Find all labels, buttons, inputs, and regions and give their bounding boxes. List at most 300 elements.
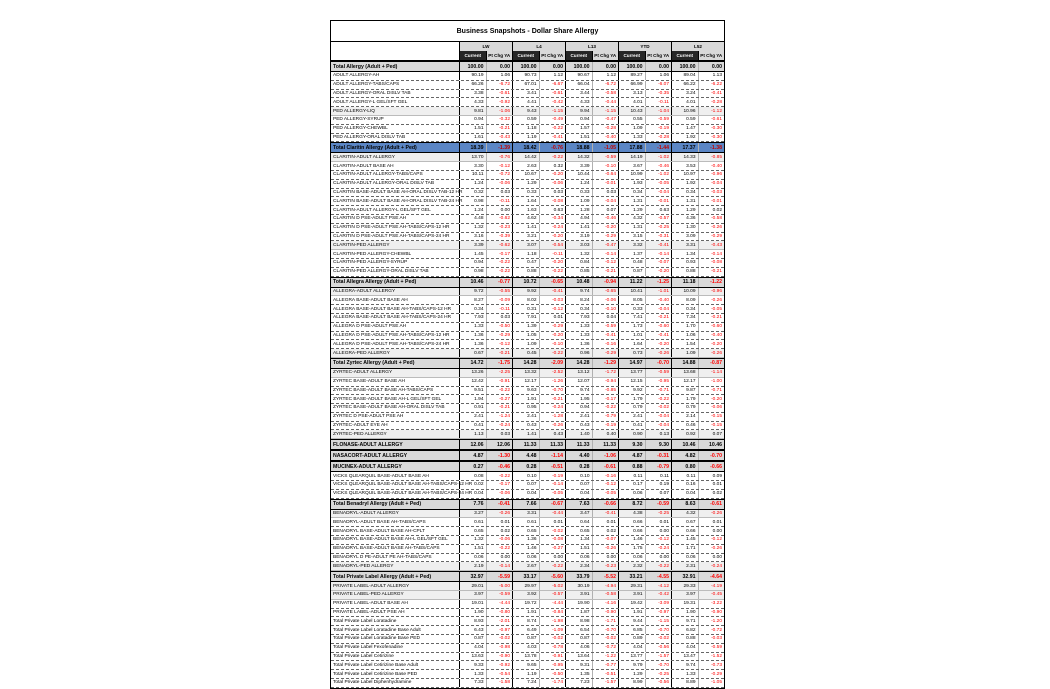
cell-l13-current: 2.41 [565,413,592,421]
cell-l52-ptchgya: 0.01 [698,518,725,526]
cell-l13-ptchgya: -4.94 [592,582,619,590]
cell-ytd-ptchgya: -0.01 [645,197,672,205]
cell-lw-current: 0.32 [459,189,486,197]
cell-ytd-ptchgya: -4.12 [645,582,672,590]
table-row [331,369,724,378]
cell-ytd-current: 1.33 [618,134,645,142]
cell-l13-ptchgya: -0.41 [592,332,619,340]
column-group-l4: L4 [512,42,565,51]
subheader-ptchgya-lw: Pt Chg YA [486,51,513,60]
cell-l4-ptchgya: -0.27 [539,545,566,553]
cell-ytd-ptchgya: -0.02 [645,635,672,643]
cell-l4-ptchgya: -4.44 [539,600,566,608]
table-row [331,461,724,472]
cell-l52-current: 0.11 [671,472,698,480]
cell-l52-ptchgya: -0.03 [698,635,725,643]
table-row [331,430,724,439]
cell-l52-current: 4.32 [671,510,698,518]
cell-lw-current: 10.46 [459,278,486,287]
cell-l13-ptchgya: -0.04 [592,197,619,205]
row-label: ALLEGRA D PSE-ADULT PSE AH [333,324,407,330]
cell-lw-current: 4.87 [459,451,486,460]
cell-l4-ptchgya: -0.42 [539,98,566,106]
table-row [331,142,724,153]
cell-l4-current: 67.01 [512,81,539,89]
cell-l13-ptchgya: -0.90 [592,609,619,617]
cell-l52-current: 3.53 [671,162,698,170]
cell-ytd-current: 1.93 [618,180,645,188]
table-row [331,450,724,461]
cell-ytd-current: 7.41 [618,314,645,322]
table-row [331,134,724,143]
cell-l52-ptchgya: -0.21 [698,268,725,276]
cell-lw-ptchgya: -0.50 [486,323,513,331]
row-label: BENADRYL-ADULT ALLERGY [333,511,399,517]
cell-l4-current: 1.91 [512,395,539,403]
cell-l13-current: 1.24 [565,180,592,188]
cell-ytd-current: 6.85 [618,626,645,634]
cell-lw-ptchgya: -0.22 [486,472,513,480]
cell-lw-current: 3.97 [459,591,486,599]
cell-l52-ptchgya: -0.60 [698,323,725,331]
cell-l13-current: 0.84 [565,259,592,267]
cell-l52-current: 0.66 [671,527,698,535]
cell-ytd-ptchgya: 9.30 [645,440,672,449]
table-row [331,626,724,635]
cell-l13-current: 1.51 [565,134,592,142]
cell-lw-ptchgya: -0.21 [486,349,513,357]
cell-ytd-current: 0.48 [618,259,645,267]
cell-l4-ptchgya: 0.01 [539,518,566,526]
cell-l4-ptchgya: -0.34 [539,215,566,223]
cell-l13-ptchgya: -0.22 [592,404,619,412]
cell-ytd-current: 66.99 [618,81,645,89]
table-row [331,679,724,688]
cell-l4-ptchgya: -0.78 [539,644,566,652]
cell-ytd-current: 8.05 [618,296,645,304]
cell-l52-current: 1.47 [671,125,698,133]
cell-l13-current: 1.40 [565,430,592,438]
cell-ytd-current: 3.15 [618,233,645,241]
cell-ytd-ptchgya: -0.79 [645,462,672,471]
table-row [331,206,724,215]
cell-l4-current: 0.95 [512,404,539,412]
table-row [331,241,724,250]
cell-ytd-ptchgya: -1.02 [645,171,672,179]
cell-ytd-current: 0.55 [618,116,645,124]
cell-lw-ptchgya: -5.00 [486,582,513,590]
cell-l13-current: 0.43 [565,422,592,430]
cell-l13-ptchgya: 0.01 [592,518,619,526]
cell-l52-ptchgya: -0.12 [698,536,725,544]
cell-lw-ptchgya: -0.92 [486,98,513,106]
cell-l13-current: 6.54 [565,626,592,634]
row-label: ALLEGRA BASE-ADULT BASE AH [333,297,408,303]
cell-ytd-current: 10.41 [618,288,645,296]
table-row [331,404,724,413]
cell-l13-ptchgya: -0.07 [592,536,619,544]
cell-lw-ptchgya: -0.41 [486,500,513,509]
cell-l4-current: 11.33 [512,440,539,449]
cell-l13-ptchgya: -1.29 [592,359,619,368]
cell-ytd-current: 9.79 [618,661,645,669]
cell-l13-current: 8.24 [565,296,592,304]
cell-l52-current: 9.87 [671,387,698,395]
cell-l13-current: 10.48 [565,278,592,287]
cell-l4-ptchgya: -0.20 [539,259,566,267]
cell-l4-ptchgya: -0.91 [539,653,566,661]
cell-l13-current: 0.06 [565,554,592,562]
cell-lw-current: 0.02 [459,481,486,489]
cell-l4-current: 4.48 [512,451,539,460]
cell-l4-current: 1.05 [512,332,539,340]
cell-lw-current: 3.39 [459,241,486,249]
cell-l13-ptchgya: -0.47 [592,241,619,249]
cell-ytd-current: 1.29 [618,670,645,678]
cell-l13-current: 3.19 [565,233,592,241]
table-row [331,323,724,332]
row-label: ADULT ALLERGY-ORAL DISLV TAB [333,90,411,96]
cell-l4-ptchgya: -0.57 [539,591,566,599]
cell-l4-ptchgya: -0.19 [539,472,566,480]
cell-ytd-current: 3.67 [618,162,645,170]
cell-ytd-ptchgya: 0.63 [645,206,672,214]
cell-ytd-current: 9.92 [618,387,645,395]
cell-l52-current: 3.24 [671,90,698,98]
cell-lw-ptchgya: 0.01 [486,518,513,526]
cell-lw-current: 13.70 [459,153,486,161]
cell-lw-ptchgya: 0.00 [486,554,513,562]
cell-ytd-current: 0.79 [618,404,645,412]
cell-l4-ptchgya: -0.65 [539,278,566,287]
row-label: Total Private Label Cetirizine Base Adult [333,662,419,668]
cell-l4-ptchgya: -0.02 [539,635,566,643]
cell-l4-ptchgya: -0.95 [539,661,566,669]
table-row [331,233,724,242]
table-row [331,162,724,171]
cell-l52-current: 0.34 [671,305,698,313]
cell-l52-current: 11.18 [671,278,698,287]
cell-l4-current: 3.31 [512,510,539,518]
cell-l13-current: 0.85 [565,268,592,276]
row-label: VICKS QLEARQUIL BASE-ADULT BASE AH-TABS/CAPS-12 HR [333,482,473,488]
cell-l4-ptchgya: -5.60 [539,572,566,581]
cell-l13-current: 4.94 [565,215,592,223]
table-row [331,180,724,189]
cell-l4-ptchgya: -0.29 [539,323,566,331]
cell-l52-current: 3.31 [671,241,698,249]
cell-ytd-ptchgya: -0.95 [645,378,672,386]
cell-l52-ptchgya: -1.05 [698,679,725,687]
cell-l13-current: 9.74 [565,387,592,395]
cell-ytd-ptchgya: -1.25 [645,278,672,287]
cell-l13-ptchgya: -0.58 [592,591,619,599]
cell-l4-current: 3.41 [512,90,539,98]
cell-l4-current: 13.32 [512,369,539,377]
cell-lw-current: 0.98 [459,268,486,276]
cell-l4-ptchgya: -0.26 [539,422,566,430]
cell-l52-current: 1.30 [671,224,698,232]
cell-l13-ptchgya: -0.26 [592,545,619,553]
cell-l13-current: 1.57 [565,125,592,133]
cell-l13-current: 10.44 [565,171,592,179]
cell-l4-current: 3.92 [512,591,539,599]
cell-l13-ptchgya: 0.00 [592,62,619,71]
cell-ytd-current: 0.73 [618,349,645,357]
dollar-share-allergy-report [330,20,725,689]
cell-l52-current: 14.88 [671,359,698,368]
cell-ytd-current: 9.30 [618,440,645,449]
cell-lw-ptchgya: -0.26 [486,510,513,518]
row-label: BENADRYL BASE-ADULT BASE AH-CPLT [333,528,425,534]
cell-l4-current: 0.47 [512,259,539,267]
cell-lw-current: 7.33 [459,679,486,687]
table-row [331,527,724,536]
report-table-body [331,61,724,688]
cell-lw-ptchgya: -0.22 [486,268,513,276]
cell-l52-current: 6.82 [671,626,698,634]
cell-l4-current: 90.73 [512,72,539,80]
cell-ytd-ptchgya: -6.07 [645,81,672,89]
cell-lw-current: 0.34 [459,305,486,313]
cell-l52-current: 1.09 [671,349,698,357]
cell-lw-current: 9.72 [459,288,486,296]
cell-l4-current: 14.42 [512,153,539,161]
cell-l52-current: 4.04 [671,644,698,652]
row-label: ALLEGRA BASE-ADULT BASE AH-TABS/CAPS-24 HR [333,315,452,321]
table-row [331,510,724,519]
cell-ytd-current: 0.66 [618,527,645,535]
cell-ytd-current: 11.22 [618,278,645,287]
cell-l52-ptchgya: -0.26 [698,296,725,304]
cell-l13-ptchgya: -0.66 [592,500,619,509]
cell-lw-current: 4.04 [459,644,486,652]
cell-lw-ptchgya: 0.00 [486,206,513,214]
cell-lw-current: 1.24 [459,180,486,188]
cell-l4-ptchgya: -0.41 [539,288,566,296]
cell-l4-ptchgya: -0.03 [539,296,566,304]
row-label: CLARITIN BASE-ADULT BASE AH-ORAL DISLV TAB-24 HR [333,198,463,204]
cell-ytd-current: 1.31 [618,197,645,205]
cell-ytd-ptchgya: -0.70 [645,359,672,368]
cell-l13-ptchgya: -0.10 [592,162,619,170]
cell-l52-ptchgya: 0.02 [698,206,725,214]
table-row [331,288,724,297]
cell-ytd-current: 0.06 [618,490,645,498]
cell-l52-current: 0.59 [671,116,698,124]
cell-l4-current: 29.97 [512,582,539,590]
cell-l4-ptchgya: -0.49 [539,116,566,124]
table-row [331,617,724,626]
cell-ytd-current: 89.27 [618,72,645,80]
cell-l13-current: 1.36 [565,340,592,348]
subheader-current-l4: Current [512,51,539,60]
cell-l4-current: 0.88 [512,268,539,276]
cell-lw-current: 14.72 [459,359,486,368]
table-row [331,609,724,618]
cell-ytd-current: 19.42 [618,600,645,608]
cell-ytd-current: 14.97 [618,359,645,368]
cell-l52-current: 9.71 [671,617,698,625]
cell-lw-current: 3.27 [459,510,486,518]
cell-l52-ptchgya: -0.08 [698,259,725,267]
cell-l52-ptchgya: -0.30 [698,134,725,142]
cell-l13-current: 1.33 [565,332,592,340]
cell-l52-current: 0.34 [671,189,698,197]
cell-l13-current: 9.94 [565,107,592,115]
cell-lw-ptchgya: -0.02 [486,635,513,643]
cell-lw-current: 12.06 [459,440,486,449]
column-subheader-row [331,51,724,61]
cell-ytd-ptchgya: -0.05 [645,180,672,188]
cell-ytd-ptchgya: -1.04 [645,107,672,115]
table-row [331,81,724,90]
cell-l13-current: 13.12 [565,369,592,377]
cell-l13-ptchgya: -0.94 [592,378,619,386]
cell-l52-current: 13.47 [671,653,698,661]
row-label: ZYRTEC-ADULT ALLERGY [333,370,393,376]
cell-l13-ptchgya: -0.29 [592,233,619,241]
cell-l52-ptchgya: -0.58 [698,215,725,223]
cell-l4-current: 1.19 [512,670,539,678]
cell-l52-ptchgya: -0.70 [698,451,725,460]
cell-l13-current: 100.00 [565,62,592,71]
cell-ytd-ptchgya: -0.04 [645,189,672,197]
cell-ytd-current: 0.33 [618,305,645,313]
cell-lw-current: 0.98 [459,197,486,205]
cell-ytd-ptchgya: 0.00 [645,62,672,71]
cell-l13-ptchgya: 0.03 [592,189,619,197]
cell-ytd-current: 0.89 [618,635,645,643]
cell-l13-ptchgya: -0.77 [592,661,619,669]
cell-lw-current: 1.13 [459,430,486,438]
cell-ytd-ptchgya: -0.24 [645,545,672,553]
cell-lw-current: 4.33 [459,98,486,106]
cell-l52-current: 0.06 [671,554,698,562]
cell-lw-ptchgya: -1.58 [486,679,513,687]
cell-l13-ptchgya: -0.23 [592,562,619,570]
cell-lw-ptchgya: -0.22 [486,387,513,395]
cell-l13-ptchgya: -0.12 [592,481,619,489]
cell-l13-ptchgya: -0.70 [592,626,619,634]
cell-l4-ptchgya: -1.26 [539,378,566,386]
row-label: Total Allergy (Adult + Ped) [333,63,398,70]
cell-l52-current: 32.91 [671,572,698,581]
cell-lw-current: 29.01 [459,582,486,590]
cell-l52-ptchgya: -0.26 [698,224,725,232]
cell-l13-ptchgya: -0.59 [592,323,619,331]
row-label: BENADRYL-ADULT BASE AH-TABS/CAPS [333,519,426,525]
cell-l4-ptchgya: -0.02 [539,527,566,535]
cell-l52-ptchgya: -0.04 [698,180,725,188]
cell-ytd-current: 0.90 [618,430,645,438]
cell-l4-current: 13.78 [512,653,539,661]
cell-l13-current: 1.51 [565,545,592,553]
cell-ytd-ptchgya: -0.60 [645,323,672,331]
cell-ytd-ptchgya: 1.06 [645,72,672,80]
cell-l52-ptchgya: -0.85 [698,153,725,161]
cell-l13-current: 4.40 [565,451,592,460]
cell-l4-current: 9.43 [512,107,539,115]
cell-l52-current: 10.46 [671,440,698,449]
cell-lw-current: 1.32 [459,536,486,544]
cell-lw-current: 8.93 [459,617,486,625]
table-row [331,314,724,323]
cell-l52-ptchgya: -6.22 [698,81,725,89]
cell-l4-current: 4.62 [512,215,539,223]
cell-ytd-ptchgya: 0.07 [645,490,672,498]
cell-l52-current: 2.14 [671,413,698,421]
cell-lw-ptchgya: -0.61 [486,90,513,98]
cell-l52-ptchgya: -0.90 [698,609,725,617]
cell-l13-current: 1.41 [565,224,592,232]
cell-l4-current: 4.03 [512,644,539,652]
row-label: CLARITIN BASE-ADULT BASE AH-ORAL DISLV TAB-12 HR [333,189,463,195]
cell-l13-ptchgya: 0.04 [592,314,619,322]
table-row [331,61,724,72]
cell-l4-current: 10.67 [512,171,539,179]
cell-lw-current: 7.76 [459,500,486,509]
cell-l52-ptchgya: -0.30 [698,125,725,133]
cell-l4-ptchgya: 0.43 [539,430,566,438]
row-label: CLARITIN-ADULT BASE AH [333,163,394,169]
cell-l13-ptchgya: -0.40 [592,134,619,142]
cell-l13-ptchgya: -0.05 [592,490,619,498]
cell-ytd-current: 2.41 [618,413,645,421]
cell-ytd-ptchgya: 0.00 [645,554,672,562]
cell-l13-ptchgya: -0.47 [592,116,619,124]
column-group-l13: L13 [565,42,618,51]
cell-lw-current: 12.42 [459,378,486,386]
row-label: ZYRTEC BASE-ADULT BASE AH-L GEL/SFT GEL [333,396,442,402]
cell-l4-ptchgya: -0.41 [539,134,566,142]
cell-l4-current: 1.19 [512,134,539,142]
cell-lw-current: 2.41 [459,413,486,421]
subheader-current-ytd: Current [618,51,645,60]
cell-ytd-current: 8.72 [618,500,645,509]
cell-l4-ptchgya: -0.20 [539,171,566,179]
cell-lw-current: 18.39 [459,143,486,152]
cell-l52-ptchgya: -0.26 [698,349,725,357]
cell-lw-current: 1.61 [459,134,486,142]
cell-l13-ptchgya: -6.72 [592,81,619,89]
row-label: PRIVATE LABEL-ADULT BASE AH [333,601,408,607]
cell-l4-current: 1.63 [512,206,539,214]
table-row [331,600,724,609]
cell-l52-ptchgya: -1.52 [698,653,725,661]
cell-lw-ptchgya: -0.76 [486,153,513,161]
cell-ytd-ptchgya: -3.09 [645,600,672,608]
cell-l4-current: 0.87 [512,635,539,643]
row-label: CLARITIN D PSE-ADULT PSE AH [333,216,407,222]
cell-l13-ptchgya: -0.29 [592,349,619,357]
cell-ytd-current: 0.17 [618,481,645,489]
cell-l4-current: 7.66 [512,500,539,509]
row-label: PRIVATE LABEL-ADULT PSE AH [333,610,405,616]
cell-ytd-ptchgya: 0.13 [645,430,672,438]
table-row [331,224,724,233]
cell-lw-ptchgya: -2.01 [486,617,513,625]
cell-l4-ptchgya: -1.74 [539,679,566,687]
cell-l52-current: 1.33 [671,670,698,678]
cell-lw-current: 1.24 [459,206,486,214]
cell-l4-ptchgya: -1.98 [539,617,566,625]
cell-l4-current: 8.74 [512,617,539,625]
cell-ytd-ptchgya: -0.35 [645,90,672,98]
cell-l13-current: 0.96 [565,349,592,357]
cell-ytd-ptchgya: -0.22 [645,395,672,403]
row-label: Total Zyrtec Allergy (Adult + Ped) [333,360,415,367]
